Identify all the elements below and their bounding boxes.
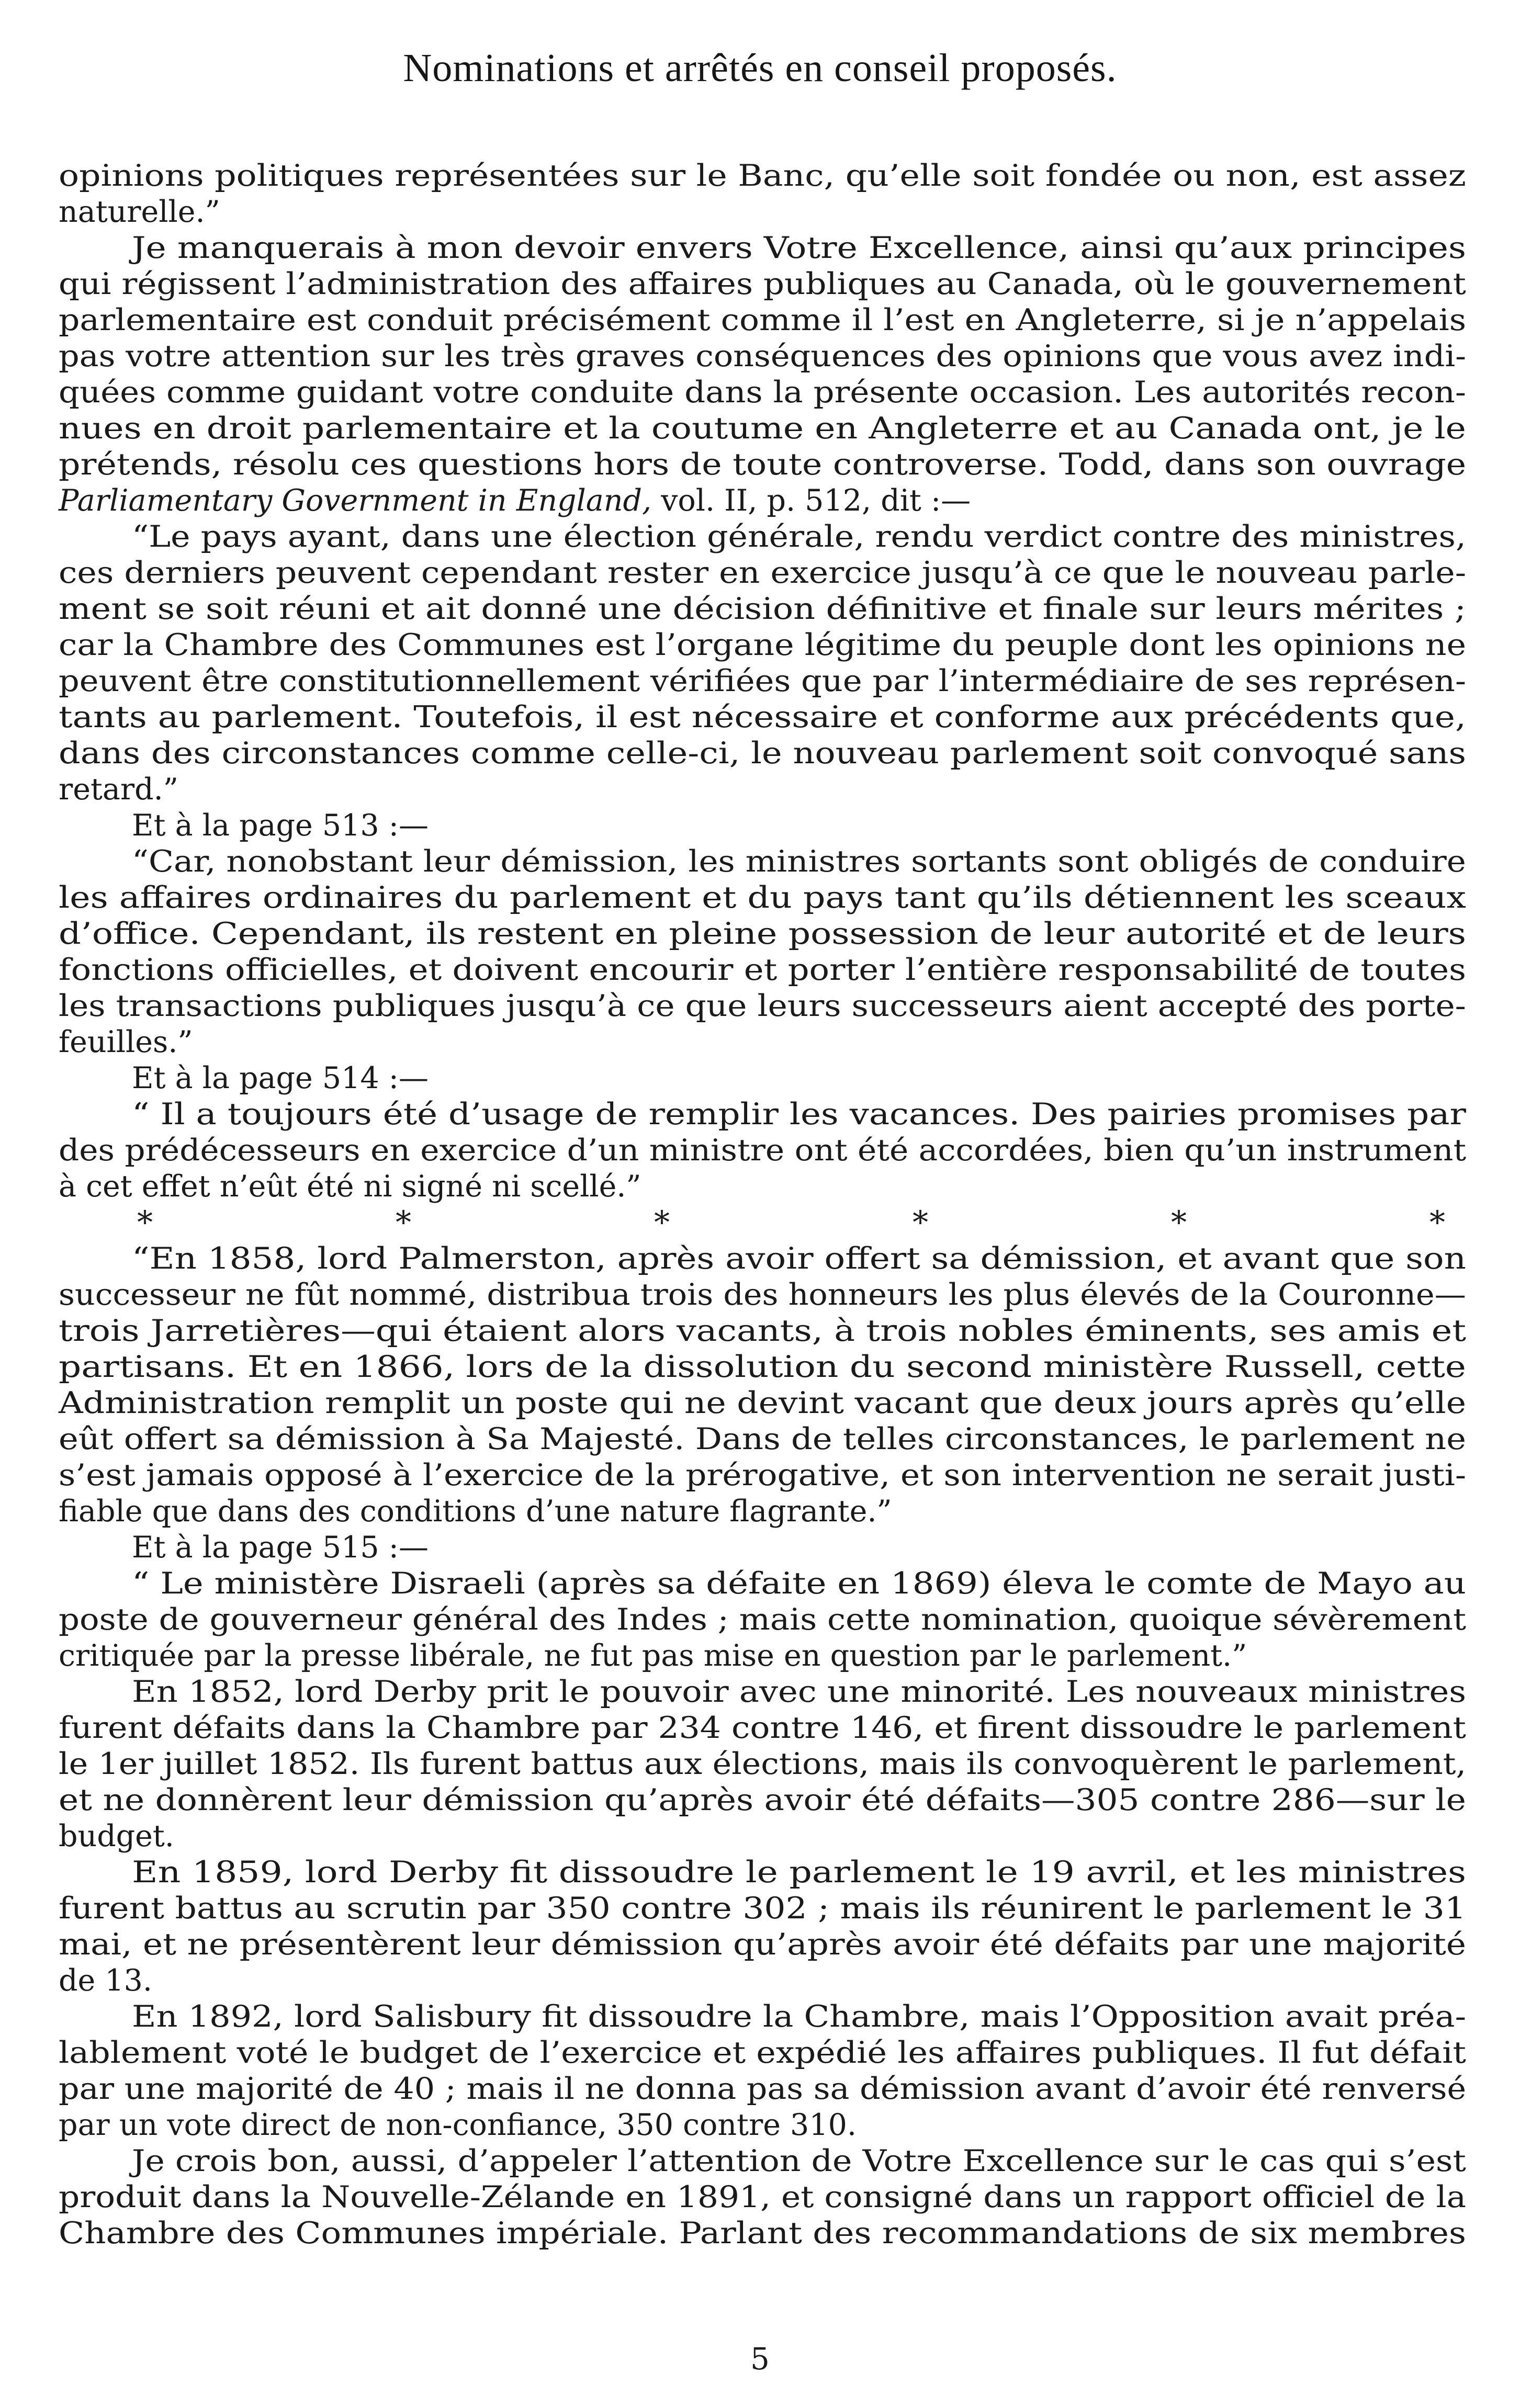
- text-line: retard.”: [59, 772, 178, 807]
- text-line: Je manquerais à mon devoir envers Votre Excellence, ainsi qu’aux principes: [132, 231, 1466, 265]
- text-line: à cet effet n’eût été ni signé ni scellé.”: [59, 1169, 641, 1204]
- text-line: prétends, résolu ces questions hors de toute controverse. Todd, dans son ouvrage: [59, 447, 1467, 482]
- text-line: de 13.: [59, 1963, 152, 1998]
- text-line: tants au parlement. Toutefois, il est nécessaire et conforme aux précédents que,: [59, 700, 1466, 734]
- star-mark: *: [396, 1204, 411, 1241]
- text-line: partisans. Et en 1866, lors de la dissolution du second ministère Russell, cette: [59, 1350, 1466, 1384]
- text-line: Je crois bon, aussi, d’appeler l’attention de Votre Excellence sur le cas qui s’est: [132, 2144, 1466, 2178]
- star-mark: *: [1429, 1204, 1445, 1241]
- text-line: furent battus au scrutin par 350 contre 302 ; mais ils réunirent le parlement le 31: [59, 1891, 1466, 1926]
- text-line: successeur ne fût nommé, distribua trois des honneurs les plus élevés de la Couronne—: [59, 1278, 1466, 1312]
- text-line: “Le pays ayant, dans une élection générale, rendu verdict contre des ministres,: [132, 519, 1466, 554]
- text-line: naturelle.”: [59, 195, 220, 229]
- text-line: qui régissent l’administration des affaires publiques au Canada, où le gouvernement: [59, 267, 1466, 301]
- text-line: d’office. Cependant, ils restent en pleine possession de leur autorité et de leurs: [59, 917, 1466, 951]
- text-line: “En 1858, lord Palmerston, après avoir offert sa démission, et avant que son: [132, 1241, 1466, 1276]
- running-title: Nominations et arrêtés en conseil proposés.: [403, 46, 1117, 90]
- text-line: dans des circonstances comme celle-ci, le nouveau parlement soit convoqué sans: [59, 736, 1466, 771]
- text-line: Administration remplit un poste qui ne devint vacant que deux jours après qu’elle: [59, 1386, 1467, 1420]
- star-mark: *: [137, 1204, 153, 1241]
- text-line: Et à la page 513 :—: [132, 808, 429, 843]
- text-line: opinions politiques représentées sur le Banc, qu’elle soit fondée ou non, est assez: [59, 159, 1466, 193]
- text-line: car la Chambre des Communes est l’organe légitime du peuple dont les opinions ne: [59, 628, 1467, 662]
- star-mark: *: [654, 1204, 670, 1241]
- text-line: feuilles.”: [59, 1025, 193, 1059]
- text-line: s’est jamais opposé à l’exercice de la prérogative, et son intervention ne serait justi-: [59, 1458, 1467, 1493]
- book-title: Parliamentary Government in England,: [59, 483, 652, 518]
- text-line: des prédécesseurs en exercice d’un ministre ont été accordées, bien qu’un instrument: [59, 1133, 1467, 1168]
- text-line: nues en droit parlementaire et la coutume en Angleterre et au Canada ont, je le: [59, 411, 1466, 446]
- text-line: par un vote direct de non-confiance, 350 contre 310.: [59, 2108, 857, 2142]
- text-line: eût offert sa démission à Sa Majesté. Dans de telles circonstances, le parlement ne: [59, 1422, 1467, 1456]
- text-line: ces derniers peuvent cependant rester en exercice jusqu’à ce que le nouveau parle-: [59, 556, 1467, 590]
- text-line: En 1852, lord Derby prit le pouvoir avec une minorité. Les nouveaux ministres: [132, 1675, 1467, 1709]
- text-line: furent défaits dans la Chambre par 234 contre 146, et firent dissoudre le parlement: [59, 1711, 1466, 1745]
- text-line: fiable que dans des conditions d’une nature flagrante.”: [59, 1494, 892, 1529]
- star-mark: *: [913, 1204, 928, 1241]
- text-line: critiquée par la presse libérale, ne fut pas mise en question par le parlement.”: [59, 1638, 1247, 1673]
- ellipsis-stars: [59, 1205, 1466, 1241]
- text-line: poste de gouverneur général des Indes ; mais cette nomination, quoique sévèrement: [59, 1602, 1467, 1637]
- text-line: le 1er juillet 1852. Ils furent battus aux élections, mais ils convoquèrent le parlement,: [59, 1747, 1467, 1781]
- text-line: pas votre attention sur les très graves conséquences des opinions que vous avez indi-: [59, 339, 1467, 374]
- star-mark: *: [1171, 1204, 1187, 1241]
- text-line: En 1892, lord Salisbury fit dissoudre la Chambre, mais l’Opposition avait préa-: [132, 1999, 1467, 2034]
- text-line: fonctions officielles, et doivent encourir et porter l’entière responsabilité de toutes: [59, 953, 1466, 987]
- text-line: trois Jarretières—qui étaient alors vacants, à trois nobles éminents, ses amis et: [59, 1314, 1467, 1348]
- text-line: et ne donnèrent leur démission qu’après avoir été défaits—305 contre 286—sur le: [59, 1783, 1466, 1817]
- text-line: les transactions publiques jusqu’à ce que leurs successeurs aient accepté des porte-: [59, 989, 1466, 1023]
- text-line: budget.: [59, 1819, 174, 1853]
- text-line: “ Le ministère Disraeli (après sa défaite en 1869) éleva le comte de Mayo au: [132, 1566, 1466, 1601]
- citation-rest: vol. II, p. 512, dit :—: [651, 483, 971, 518]
- text-line: “ Il a toujours été d’usage de remplir les vacances. Des pairies promises par: [132, 1097, 1466, 1132]
- text-line: mai, et ne présentèrent leur démission qu’après avoir été défaits par une majorité: [59, 1927, 1467, 1962]
- text-line-citation: [59, 483, 1466, 519]
- text-line: Et à la page 514 :—: [132, 1061, 429, 1095]
- text-line: “Car, nonobstant leur démission, les ministres sortants sont obligés de conduire: [132, 844, 1466, 879]
- text-line: Chambre des Communes impériale. Parlant des recommandations de six membres: [59, 2216, 1466, 2251]
- text-line: lablement voté le budget de l’exercice et expédié les affaires publiques. Il fut défait: [59, 2036, 1467, 2070]
- text-line: En 1859, lord Derby fit dissoudre le parlement le 19 avril, et les ministres: [132, 1855, 1467, 1890]
- text-line: par une majorité de 40 ; mais il ne donna pas sa démission avant d’avoir été renversé: [59, 2072, 1467, 2106]
- text-line: parlementaire est conduit précisément comme il l’est en Angleterre, si je n’appelais: [59, 303, 1467, 337]
- page-number: 5: [750, 2341, 770, 2377]
- text-line: quées comme guidant votre conduite dans la présente occasion. Les autorités recon-: [59, 375, 1466, 410]
- text-line: Et à la page 515 :—: [132, 1530, 429, 1565]
- text-line: les affaires ordinaires du parlement et du pays tant qu’ils détiennent les sceaux: [59, 880, 1466, 915]
- text-line: produit dans la Nouvelle-Zélande en 1891, et consigné dans un rapport officiel de la: [59, 2180, 1467, 2214]
- body-text: [59, 158, 1466, 2252]
- text-line: peuvent être constitutionnellement vérifiées que par l’intermédiaire de ses représen-: [59, 664, 1466, 698]
- text-line: ment se soit réuni et ait donné une décision définitive et finale sur leurs mérites ;: [59, 592, 1466, 626]
